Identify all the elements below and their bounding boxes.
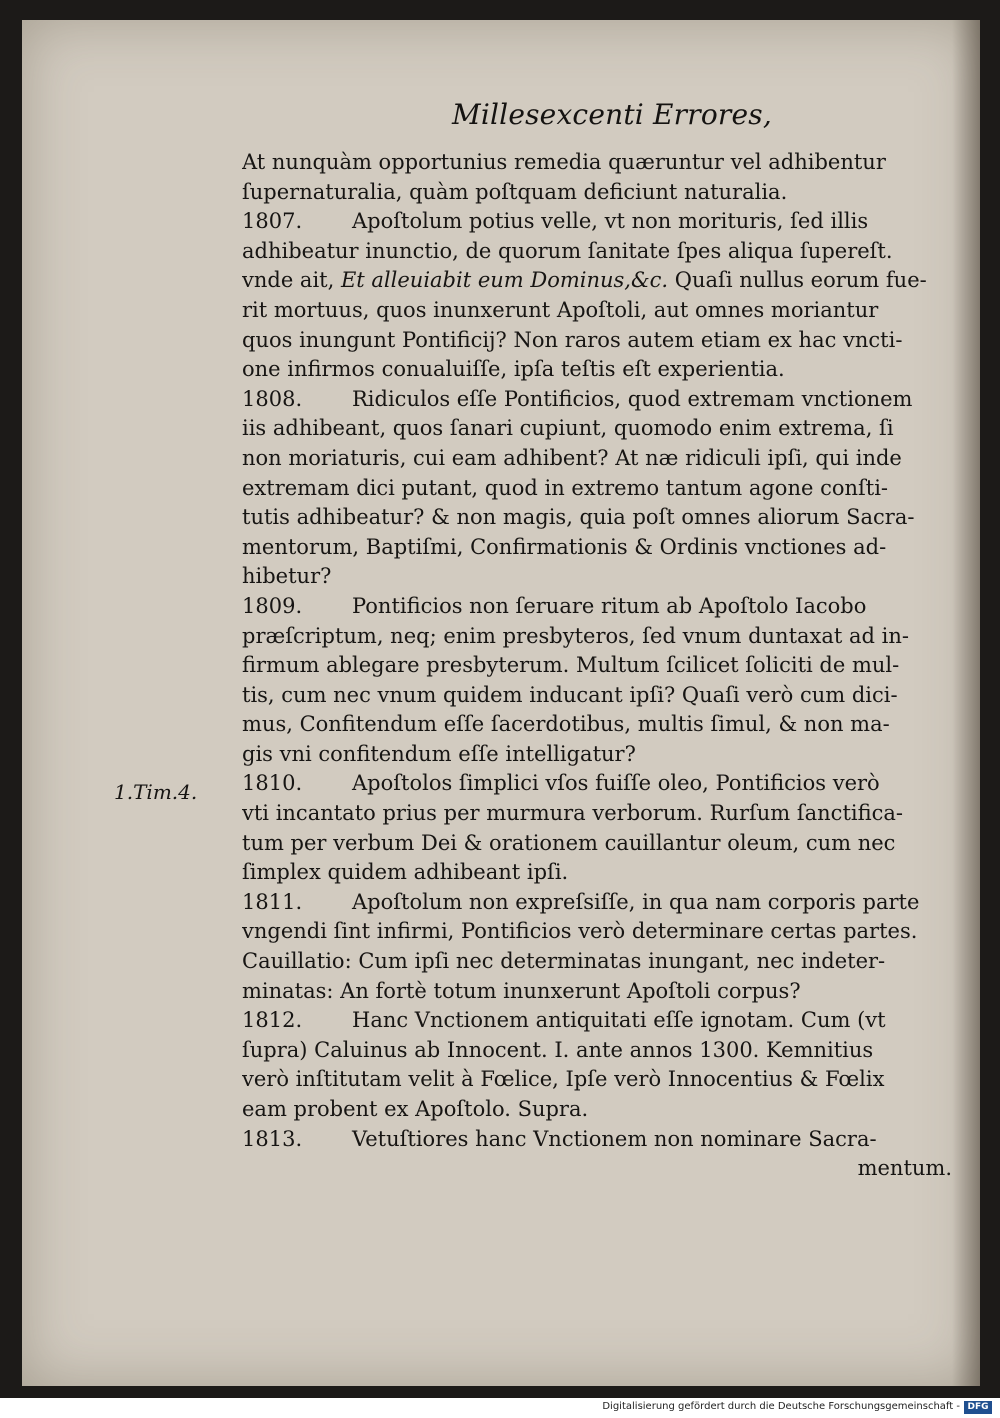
line-text — [242, 533, 952, 563]
line-text — [352, 888, 952, 918]
line-text-segment: Apoſtolum non expreſsiſſe, in qua nam corporis parte — [352, 889, 920, 914]
line-text-segment: tutis adhibeatur? & non magis, quia poſt omnes aliorum Sacra- — [242, 505, 915, 530]
entry-line-numbered — [242, 769, 952, 799]
line-text-segment: gis vni confitendum eſſe intelligatur? — [242, 741, 636, 766]
text-line — [242, 740, 952, 770]
margin-note: 1.Tim.4. — [114, 780, 198, 804]
line-text-segment: mentorum, Baptiſmi, Confirmationis & Ordinis vnctiones ad- — [242, 534, 887, 559]
line-text-segment: Apoſtolos ſimplici vſos fuiſſe oleo, Pontificios verò — [352, 771, 880, 796]
entry-line-numbered — [242, 1006, 952, 1036]
text-line — [242, 977, 952, 1007]
line-text — [352, 1006, 952, 1036]
line-text — [242, 266, 952, 296]
line-text — [242, 740, 952, 770]
line-text — [242, 474, 952, 504]
entry-number: 1809. — [242, 593, 303, 618]
dfg-logo: DFG — [964, 1401, 992, 1414]
text-line — [242, 533, 952, 563]
text-line — [242, 266, 952, 296]
line-text-segment: Apoſtolum potius velle, vt non morituris, ſed illis — [352, 209, 869, 234]
page-gutter-shadow — [952, 20, 980, 1386]
line-text-segment: ſimplex quidem adhibeant ipſi. — [242, 860, 569, 885]
line-text-segment: firmum ablegare presbyterum. Multum ſcilicet ſoliciti de mul- — [242, 653, 900, 678]
line-text-segment: mus, Confitendum eſſe ſacerdotibus, multis ſimul, & non ma- — [242, 712, 890, 737]
text-line — [242, 1065, 952, 1095]
line-text-segment: hibetur? — [242, 564, 332, 589]
text-line — [242, 829, 952, 859]
line-text — [352, 769, 952, 799]
line-text — [242, 503, 952, 533]
line-text — [242, 296, 952, 326]
entry-number: 1808. — [242, 386, 303, 411]
text-line — [242, 237, 952, 267]
line-text-segment: præſcriptum, neq; enim presbyteros, ſed vnum duntaxat ad in- — [242, 623, 909, 648]
line-text — [242, 444, 952, 474]
line-text-segment: Ridiculos eſſe Pontificios, quod extremam vnctionem — [352, 386, 913, 411]
text-line — [242, 503, 952, 533]
line-text — [242, 1065, 952, 1095]
line-text — [242, 829, 952, 859]
entry-line-numbered — [242, 385, 952, 415]
entry-number: 1810. — [242, 771, 303, 796]
footer-bar — [0, 1398, 1000, 1418]
line-text — [242, 651, 952, 681]
line-text — [242, 326, 952, 356]
text-line — [242, 1095, 952, 1125]
line-text — [242, 355, 952, 385]
text-line — [242, 799, 952, 829]
line-text — [242, 710, 952, 740]
text-line — [242, 474, 952, 504]
line-text — [242, 977, 952, 1007]
entry-number: 1813. — [242, 1126, 303, 1151]
text-line — [242, 355, 952, 385]
line-text-segment: ſupernaturalia, quàm poſtquam deficiunt naturalia. — [242, 179, 788, 204]
line-text — [242, 178, 952, 208]
line-text — [242, 622, 952, 652]
entry-line-numbered — [242, 888, 952, 918]
line-text-segment: Quaſi nullus eorum fue- — [668, 268, 927, 293]
line-text-segment: one infirmos conualuiſſe, ipſa teſtis eſt experientia. — [242, 357, 785, 382]
line-text-segment: eam probent ex Apoſtolo. Supra. — [242, 1097, 589, 1121]
line-text — [242, 947, 952, 977]
line-text — [242, 799, 952, 829]
line-text — [242, 237, 952, 267]
entry-number: 1811. — [242, 889, 303, 914]
line-text-segment: vti incantato prius per murmura verborum. Rurſum ſanctifica- — [242, 801, 903, 826]
text-line — [242, 178, 952, 208]
line-text-segment: rit mortuus, quos inunxerunt Apoſtoli, aut omnes moriantur — [242, 297, 879, 322]
entry-line-numbered — [242, 1125, 952, 1155]
line-text-segment: ſupra) Caluinus ab Innocent. I. ante annos 1300. Kemnitius — [242, 1037, 874, 1062]
body-text — [242, 148, 952, 1184]
line-text-segment: tis, cum nec vnum quidem inducant ipſi? Quaſi verò cum dici- — [242, 682, 898, 707]
text-line — [242, 858, 952, 888]
line-text-segment: tum per verbum Dei & orationem cauillantur oleum, cum nec — [242, 830, 896, 855]
line-text — [242, 414, 952, 444]
line-text-segment: extremam dici putant, quod in extremo tantum agone conſti- — [242, 475, 889, 500]
line-text — [242, 858, 952, 888]
running-head: Millesexcenti Errores, — [452, 98, 772, 131]
line-text — [242, 148, 952, 178]
line-text-segment: verò inſtitutam velit à Fœlice, Ipſe verò Innocentius & Fœlix — [242, 1067, 885, 1092]
line-text-segment: non moriaturis, cui eam adhibent? At næ ridiculi ipſi, qui inde — [242, 445, 902, 470]
line-text — [352, 1125, 952, 1155]
line-text-segment: iis adhibeant, quos ſanari cupiunt, quomodo enim extrema, ſi — [242, 416, 894, 441]
line-text — [242, 1095, 952, 1125]
line-text-segment: quos inungunt Pontificij? Non raros autem etiam ex hac vncti- — [242, 327, 903, 352]
line-text — [242, 917, 952, 947]
line-text-segment: vnde ait, — [242, 268, 341, 293]
text-line — [242, 947, 952, 977]
entry-line-numbered — [242, 592, 952, 622]
entry-number: 1812. — [242, 1008, 303, 1033]
text-line — [242, 917, 952, 947]
italic-quotation: Et alleuiabit eum Dominus,&c. — [340, 268, 669, 293]
entry-number: 1807. — [242, 209, 303, 234]
text-line — [242, 681, 952, 711]
text-line — [242, 651, 952, 681]
text-line — [242, 326, 952, 356]
line-text-segment: Pontificios non ſeruare ritum ab Apoſtolo Iacobo — [352, 593, 867, 618]
text-line — [242, 1036, 952, 1066]
line-text-segment: adhibeatur inunctio, de quorum ſanitate ſpes aliqua ſupereſt. — [242, 238, 893, 263]
catchword — [242, 1154, 952, 1184]
text-line — [242, 414, 952, 444]
line-text — [352, 592, 952, 622]
line-text — [242, 681, 952, 711]
line-text — [242, 1036, 952, 1066]
entry-line-numbered — [242, 207, 952, 237]
text-line — [242, 622, 952, 652]
text-line — [242, 148, 952, 178]
text-line — [242, 296, 952, 326]
catchword-text: mentum. — [857, 1156, 952, 1181]
line-text — [352, 385, 952, 415]
line-text — [242, 562, 952, 592]
line-text-segment: Hanc Vnctionem antiquitati eſſe ignotam. Cum (vt — [352, 1008, 886, 1033]
line-text-segment: At nunquàm opportunius remedia quæruntur vel adhibentur — [242, 150, 886, 174]
line-text-segment: Vetuſtiores hanc Vnctionem non nominare Sacra- — [352, 1126, 877, 1151]
book-page — [22, 20, 980, 1386]
line-text — [352, 207, 952, 237]
line-text-segment: vngendi ſint infirmi, Pontificios verò determinare certas partes. — [242, 919, 918, 944]
text-line — [242, 710, 952, 740]
funding-notice: Digitalisierung gefördert durch die Deutsche Forschungsgemeinschaft - — [602, 1401, 960, 1412]
line-text-segment: minatas: An fortè totum inunxerunt Apoſtoli corpus? — [242, 978, 801, 1003]
line-text-segment: Cauillatio: Cum ipſi nec determinatas inungant, nec indeter- — [242, 949, 886, 974]
text-line — [242, 562, 952, 592]
text-line — [242, 444, 952, 474]
